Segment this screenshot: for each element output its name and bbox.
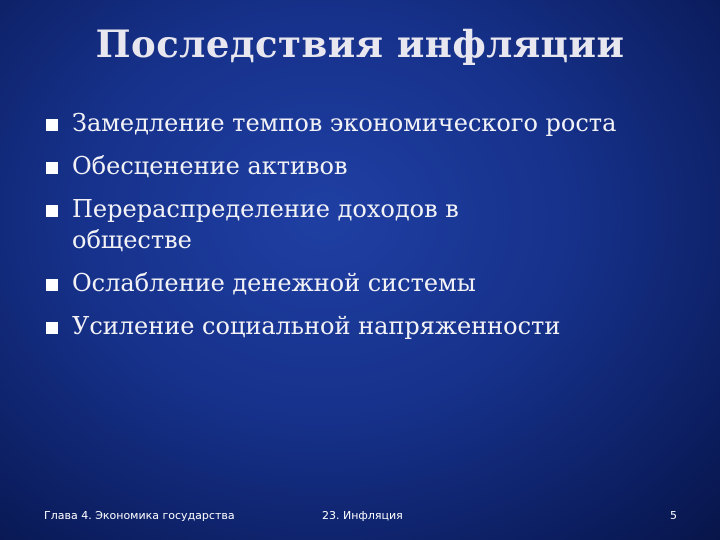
page-number: 5 (670, 509, 677, 522)
list-item (46, 268, 686, 299)
list-item (46, 151, 686, 182)
square-bullet-icon (46, 279, 58, 291)
bullet-text: Замедление темпов экономического роста (72, 109, 617, 137)
square-bullet-icon (46, 322, 58, 334)
footer-chapter: Глава 4. Экономика государства (44, 509, 235, 522)
list-item (46, 108, 686, 139)
bullet-text: Ослабление денежной системы (72, 269, 476, 297)
bullet-text: Обесценение активов (72, 152, 348, 180)
square-bullet-icon (46, 162, 58, 174)
list-item (46, 194, 492, 256)
slide-title: Последствия инфляции (95, 22, 625, 66)
list-item (46, 311, 686, 342)
bullet-text: Перераспределение доходов в обществе (72, 195, 459, 254)
bullet-list (46, 108, 686, 354)
bullet-text: Усиление социальной напряженности (72, 312, 561, 340)
footer-topic: 23. Инфляция (322, 509, 403, 522)
square-bullet-icon (46, 205, 58, 217)
square-bullet-icon (46, 119, 58, 131)
